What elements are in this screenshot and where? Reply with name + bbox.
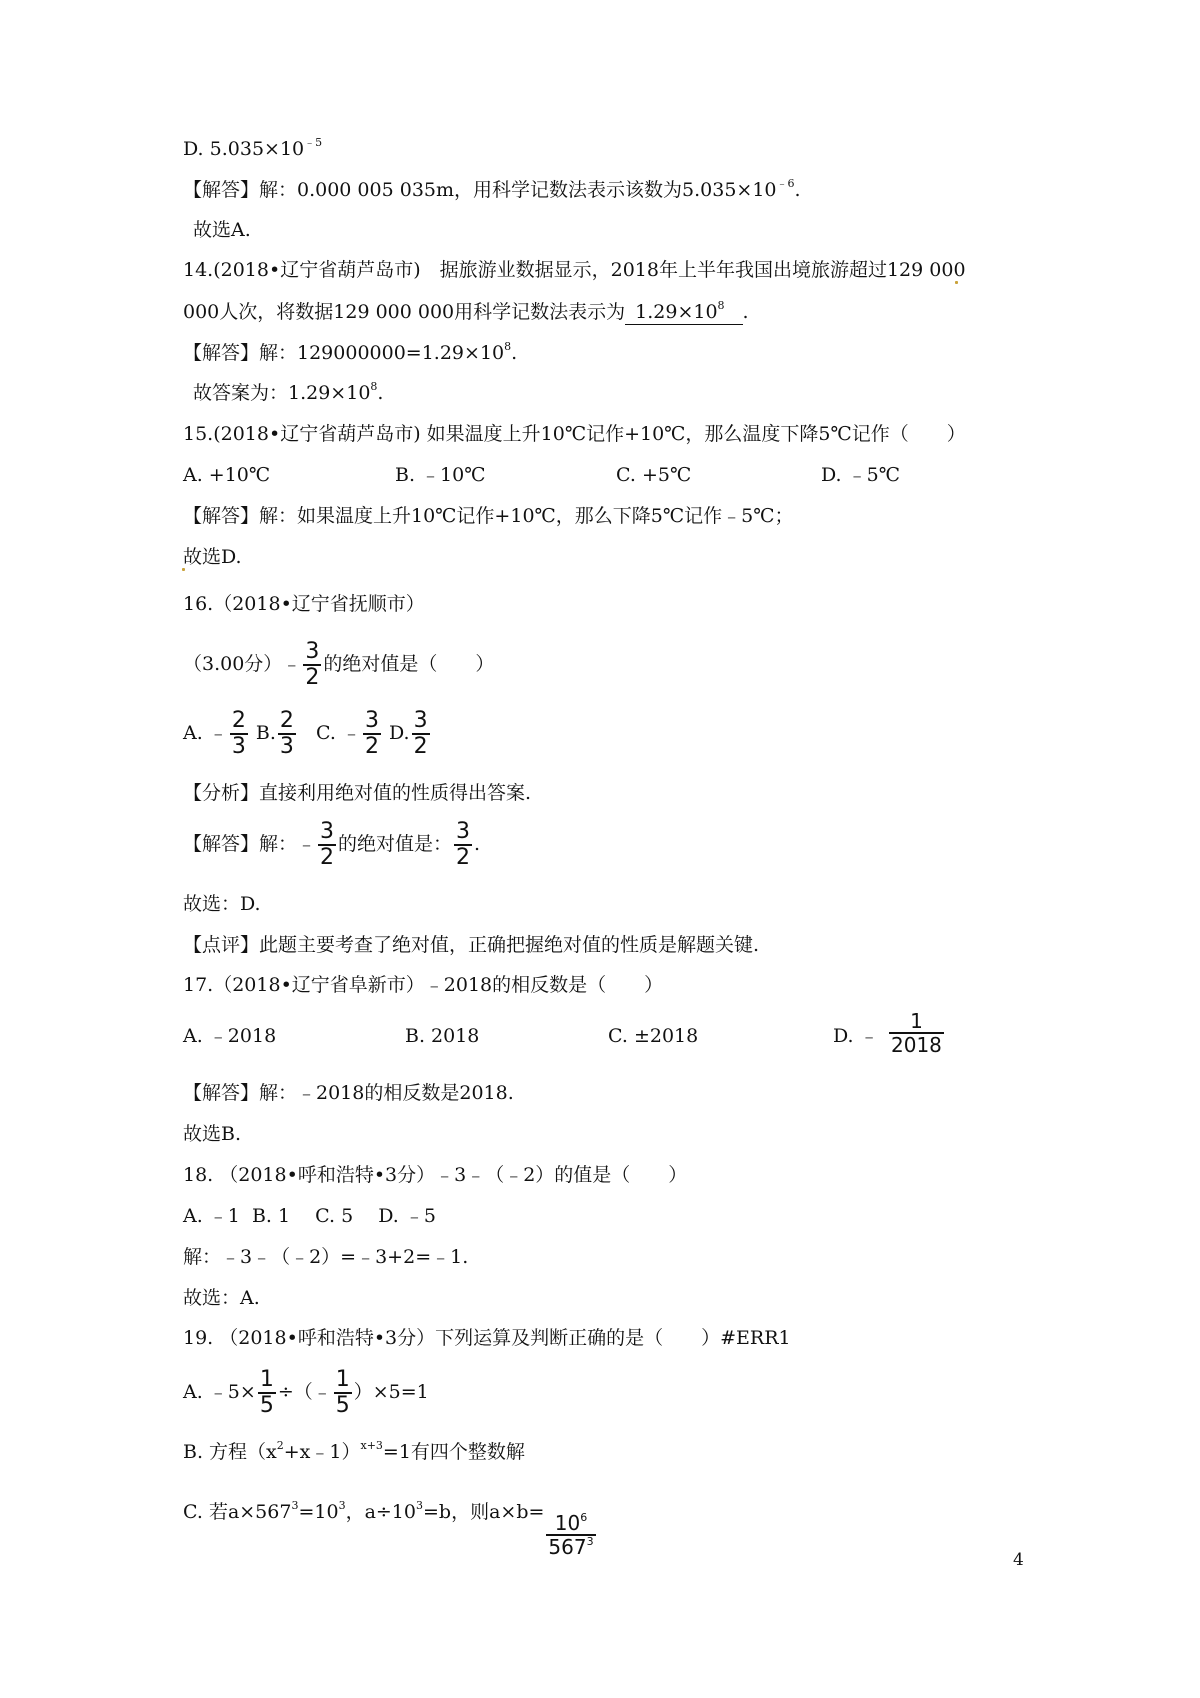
q14-stem-line1: 14.(2018•辽宁省葫芦岛市) 据旅游业数据显示，2018年上半年我国出境旅游超过129 000 (183, 259, 966, 281)
q14-answer: 故答案为：$1.29\times 10^8$. (193, 380, 384, 404)
q18-answer: 故选：A. (183, 1287, 260, 1309)
q18-options: A. ﹣1 B. 1 C. 5 D. ﹣5 (183, 1205, 436, 1227)
q15-option-c: C. +5℃ (616, 464, 692, 486)
fraction-three-halves: $\frac{3}{2}$ (320, 819, 335, 870)
q16-header: 16.（2018•辽宁省抚顺市） (183, 593, 425, 615)
q16-comment: 【点评】此题主要考查了绝对值，正确把握绝对值的性质是解题关键. (183, 934, 760, 956)
fraction-three-halves: $\frac{3}{2}$ (413, 708, 428, 759)
fraction-two-thirds: $\frac{2}{3}$ (279, 708, 294, 759)
fraction-one-fifth: $\frac{1}{5}$ (259, 1367, 274, 1418)
q15-stem: 15.(2018•辽宁省葫芦岛市) 如果温度上升10℃记作+10℃，那么温度下降5℃记作（ ） (183, 423, 966, 445)
q16-analysis: 【分析】直接利用绝对值的性质得出答案. (183, 782, 532, 804)
mark-dot (955, 281, 958, 284)
fraction-one-fifth: $\frac{1}{5}$ (335, 1367, 350, 1418)
q17-solution: 【解答】解：﹣2018的相反数是2018. (183, 1082, 514, 1104)
q16-solution: 【解答】解：﹣ $\frac{3}{2}$ 的绝对值是： $\frac{3}{2}$ . (183, 819, 481, 870)
page-number: 4 (1013, 1550, 1024, 1570)
answer-blank: $1.29\times 10^8$ (625, 300, 742, 325)
q13-option-d: D. $5.035\times 10^{﹣5}$ (183, 136, 323, 160)
q16-answer: 故选：D. (183, 893, 261, 915)
fraction-one-over-2018: $\frac{1}{2018}$ (891, 1009, 942, 1057)
q19-option-a: A. ﹣5× $\frac{1}{5}$ ÷（﹣ $\frac{1}{5}$ ）×5=1 (183, 1367, 429, 1418)
fraction-three-halves: $\frac{3}{2}$ (364, 708, 379, 759)
q15-answer: 故选D. (183, 546, 242, 568)
mark-dot (182, 568, 185, 571)
q17-option-b: B. 2018 (405, 1025, 480, 1047)
q15-option-a: A. +10℃ (183, 464, 271, 486)
q17-options (183, 1010, 963, 1062)
q16-options: A. ﹣ $\frac{2}{3}$ B. $\frac{2}{3}$ C. ﹣ $\frac{3}{2}$ D. $\frac{3}{2}$ (183, 708, 428, 759)
fraction-two-thirds: $\frac{2}{3}$ (231, 708, 246, 759)
q15-option-b: B. ﹣10℃ (395, 464, 486, 486)
q14-solution: 【解答】解：$129000000=1.29\times 10^8$. (183, 340, 518, 364)
q19-option-c: C. 若$a\times 567^3=10^3$，$a\div 10^3=b$，则a×b= $\frac{10^6}{567^3}$ (183, 1499, 594, 1559)
q17-option-c: C. ±2018 (608, 1025, 699, 1047)
q14-stem-line2: 000人次，将数据129 000 000用科学记数法表示为 $1.29\times 10^8$ . (183, 299, 749, 323)
fraction-three-halves: $\frac{3}{2}$ (305, 639, 320, 690)
q16-stem: （3.00分）﹣ $\frac{3}{2}$ 的绝对值是（ ） (183, 639, 495, 690)
fraction-ten-six-over-567-cubed: $\frac{10^6}{567^3}$ (548, 1511, 594, 1559)
q18-solution: 解：﹣3﹣（﹣2）=﹣3+2=﹣1. (183, 1246, 469, 1268)
q15-solution: 【解答】解：如果温度上升10℃记作+10℃，那么下降5℃记作﹣5℃； (183, 505, 794, 527)
q15-option-d: D. ﹣5℃ (821, 464, 900, 486)
fraction-three-halves: $\frac{3}{2}$ (456, 819, 471, 870)
q17-stem: 17.（2018•辽宁省阜新市）﹣2018的相反数是（ ） (183, 974, 664, 996)
q19-stem: 19. （2018•呼和浩特•3分）下列运算及判断正确的是（ ）#ERR1 (183, 1327, 791, 1349)
q13-solution: 【解答】解：0.000 005 035m，用科学记数法表示该数为$5.035\times 10^{﹣6}$. (183, 177, 801, 201)
q17-option-a: A. ﹣2018 (183, 1025, 277, 1047)
q17-option-d: D. ﹣ (833, 1025, 879, 1047)
q17-answer: 故选B. (183, 1123, 242, 1145)
q18-stem: 18. （2018•呼和浩特•3分）﹣3﹣（﹣2）的值是（ ） (183, 1164, 688, 1186)
q19-option-b: B. 方程$(x^2+x﹣1)^{x+3}=1$有四个整数解 (183, 1439, 525, 1463)
q13-answer: 故选A. (193, 219, 251, 241)
